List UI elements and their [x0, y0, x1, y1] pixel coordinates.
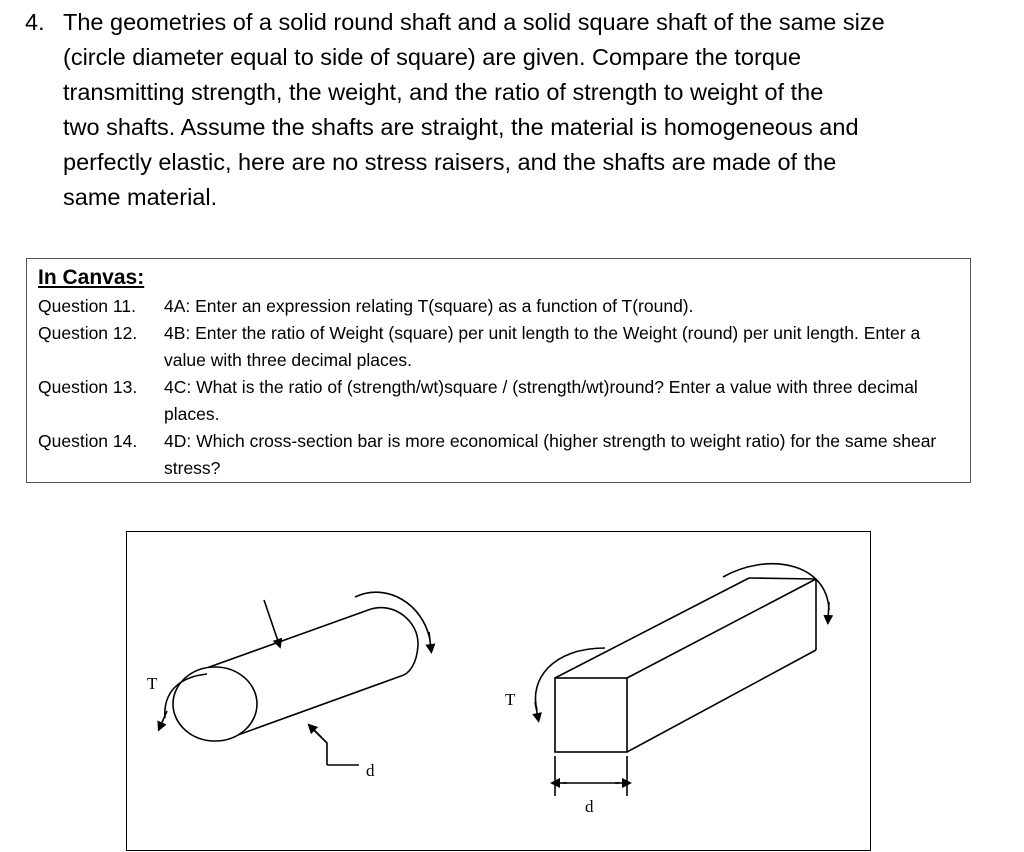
square-side-label: d: [585, 797, 594, 816]
round-shaft: [160, 592, 431, 765]
question-label: Question 14.: [38, 431, 138, 451]
problem-number: 4.: [25, 9, 45, 35]
problem-line: (circle diameter equal to side of square) are given. Compare the torque: [63, 44, 802, 70]
problem-line: transmitting strength, the weight, and the ratio of strength to weight of the: [63, 79, 824, 105]
square-shaft-near-face: [555, 678, 627, 752]
question-row: [38, 320, 970, 374]
question-row: [38, 293, 970, 320]
square-torque-label: T: [505, 690, 516, 709]
question-text: 4D: Which cross-section bar is more economical (higher strength to weight ratio) for the same shear stress?: [164, 431, 937, 478]
round-torque-label: T: [147, 674, 158, 693]
problem-line: same material.: [63, 184, 218, 210]
square-shaft-top-edge: [555, 578, 749, 678]
question-row: [38, 428, 970, 482]
round-torque-arrow-far: [355, 592, 430, 640]
question-row: [38, 374, 970, 428]
problem-statement: [25, 5, 985, 215]
problem-line: The geometries of a solid round shaft and a solid square shaft of the same size: [63, 9, 885, 35]
round-section-arrow: [264, 600, 279, 644]
square-shaft-middle-edge: [627, 579, 816, 678]
round-shaft-near-end: [173, 667, 257, 741]
round-diameter-leader: [313, 729, 327, 765]
question-text: 4C: What is the ratio of (strength/wt)square / (strength/wt)round? Enter a value with three decimal places.: [164, 377, 918, 424]
problem-text: [63, 5, 985, 215]
problem-line: perfectly elastic, here are no stress raisers, and the shafts are made of the: [63, 149, 837, 175]
question-label: Question 13.: [38, 377, 138, 397]
shaft-figure: [126, 531, 871, 851]
square-shaft: [535, 564, 829, 796]
problem-line: two shafts. Assume the shafts are straight, the material is homogeneous and: [63, 114, 859, 140]
shaft-diagram: [127, 532, 872, 852]
square-torque-arrow-far: [723, 564, 829, 610]
square-shaft-bottom-edge: [627, 650, 816, 752]
question-text: 4A: Enter an expression relating T(square) as a function of T(round).: [164, 296, 694, 316]
round-shaft-far-end: [371, 608, 418, 676]
canvas-heading: In Canvas:: [38, 266, 145, 289]
question-text: 4B: Enter the ratio of Weight (square) per unit length to the Weight (round) per unit length. Enter a value with three decimal places.: [164, 323, 921, 370]
round-diameter-label: d: [366, 761, 375, 780]
round-shaft-top-edge: [201, 609, 371, 670]
canvas-questions-box: [26, 258, 971, 483]
question-label: Question 11.: [38, 296, 136, 316]
question-label: Question 12.: [38, 323, 138, 343]
